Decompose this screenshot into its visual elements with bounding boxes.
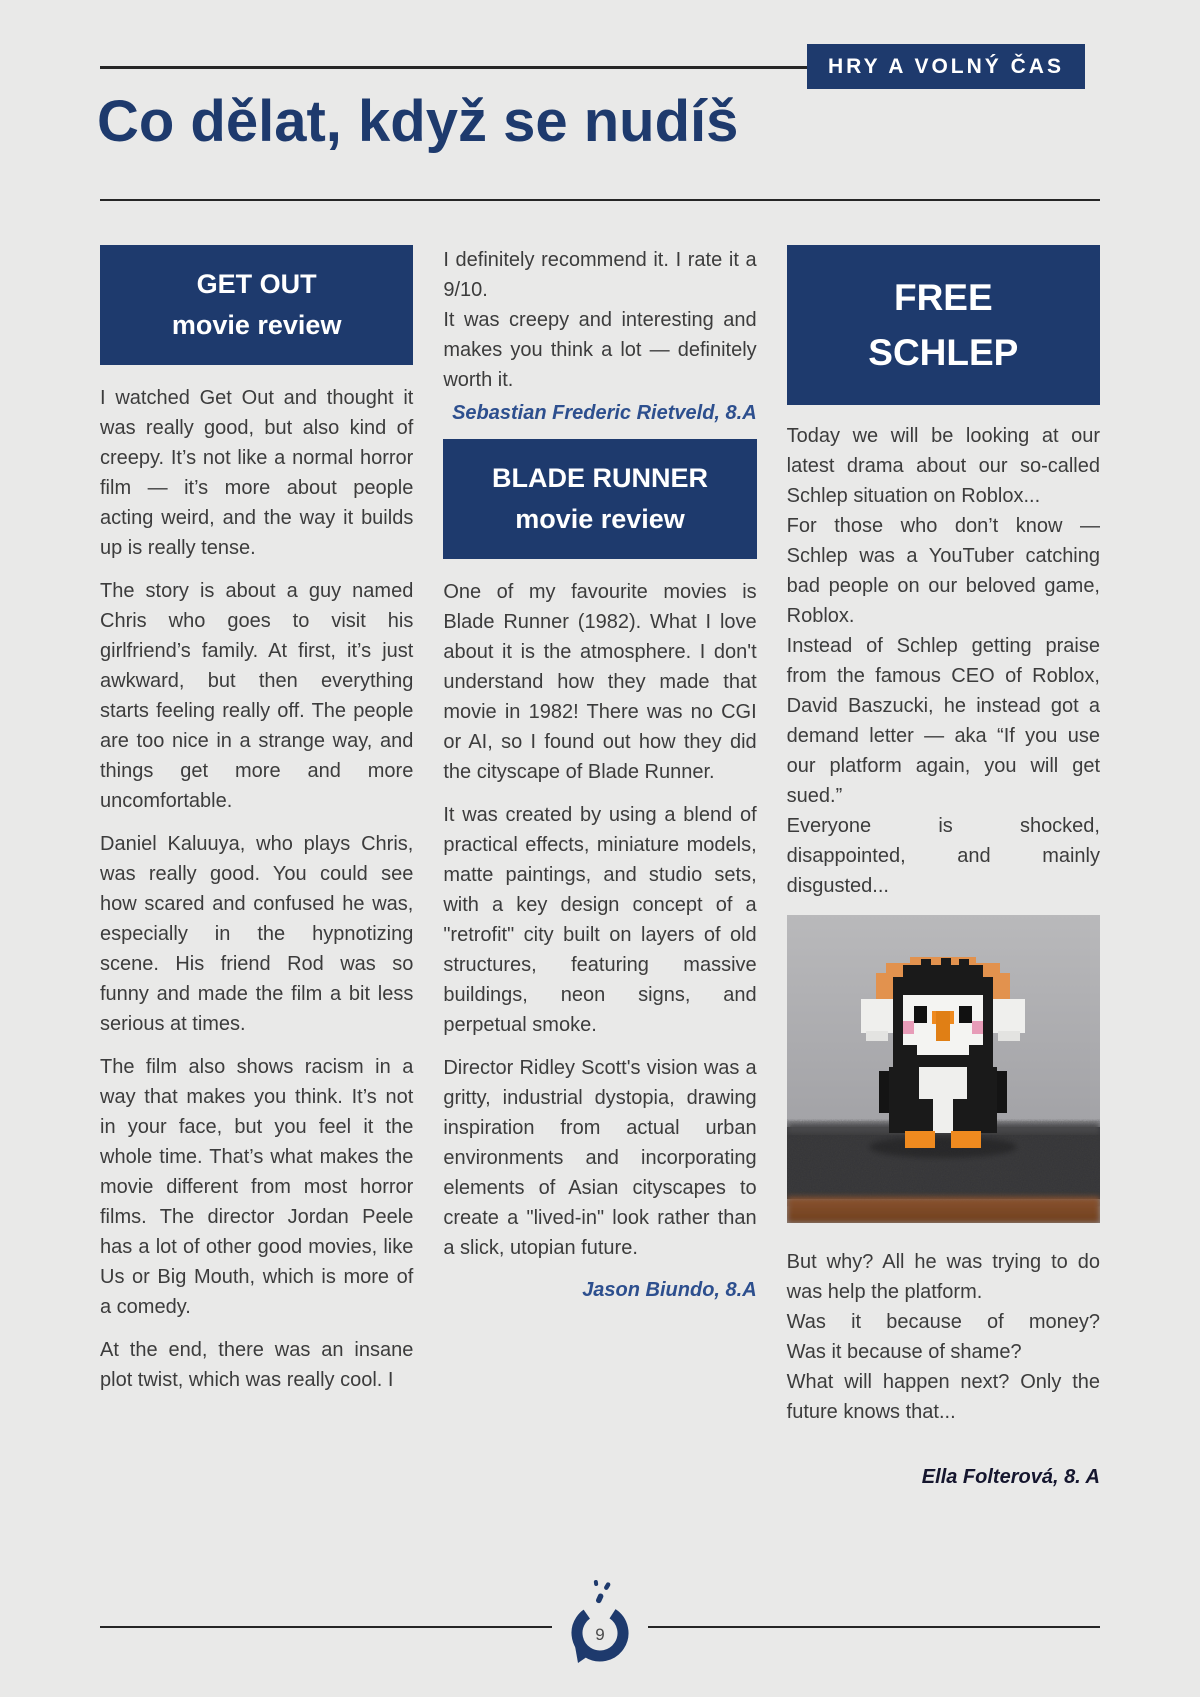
free-schlep-paragraph: What will happen next? Only the future knows that... [786, 1371, 1100, 1423]
lego-penguin-photo [787, 915, 1100, 1223]
footprints-circle-logo [557, 1580, 643, 1676]
three-column-content [100, 245, 1100, 1503]
free-schlep-paragraph: For those who don’t know — Schlep was a YouTuber catching bad people on our beloved game, Roblox. [786, 515, 1100, 627]
blade-runner-paragraph: It was created by using a blend of practical effects, miniature models, matte paintings, and studio sets, with a key design concept of a "retrofit" city built on layers of old structures, featuring massive buildings, neon signs, and perpetual smoke. [443, 804, 757, 1036]
get-out-header-box [100, 245, 413, 365]
get-out-continuation: I definitely recommend it. I rate it a 9/10. [443, 249, 757, 301]
free-schlep-paragraph: Was it because of shame? [786, 1341, 1022, 1363]
get-out-paragraph: The story is about a guy named Chris who goes to visit his girlfriend’s family. At first, it’s just awkward, but then everything starts feeling really off. The people are too nice in a strange way, and things get more and more uncomfortable. [100, 580, 414, 812]
footer-rule-left [100, 1626, 552, 1628]
free-schlep-signature: Ella Folterová, 8. A [921, 1466, 1100, 1488]
blade-runner-subtitle: movie review [515, 504, 685, 534]
get-out-paragraph: The film also shows racism in a way that makes you think. It’s not in your face, but you feel it the whole time. That’s what makes the movie different from most horror films. The director Jordan Peele has a lot of other good movies, like Us or Big Mouth, which is more of a comedy. [100, 1056, 414, 1318]
free-schlep-paragraph: But why? All he was trying to do was help the platform. [786, 1251, 1100, 1303]
page-title: Co dělat, když se nudíš [97, 89, 739, 154]
blade-runner-signature: Jason Biundo, 8.A [582, 1279, 757, 1301]
blade-runner-paragraph: Director Ridley Scott's vision was a gritty, industrial dystopia, drawing inspiration from actual urban environments and incorporating elements of Asian cityscapes to create a "lived-in" look rather than a slick, utopian future. [443, 1057, 757, 1259]
header-rule [100, 66, 807, 69]
lego-penguin-illustration [787, 915, 1100, 1223]
section-badge: HRY A VOLNÝ ČAS [807, 44, 1085, 89]
get-out-paragraph: Daniel Kaluuya, who plays Chris, was really good. You could see how scared and confused he was, especially in the hypnotizing scene. His friend Rod was so funny and made the film a bit less serious at times. [100, 833, 414, 1035]
get-out-title: GET OUT [196, 269, 317, 299]
get-out-paragraph: At the end, there was an insane plot twist, which was really cool. I [100, 1339, 414, 1391]
free-schlep-header-box [787, 245, 1100, 405]
free-schlep-title: FREE [893, 277, 993, 318]
get-out-paragraph: I watched Get Out and thought it was really good, but also kind of creepy. It’s not like a normal horror film — it’s more about people acting weird, and the way it builds up is really tense. [100, 387, 414, 559]
get-out-subtitle: movie review [171, 310, 342, 340]
column-free-schlep [787, 245, 1100, 1503]
blade-runner-header-box [443, 439, 756, 559]
blade-runner-title: BLADE RUNNER [491, 463, 708, 493]
title-underline-rule [100, 199, 1100, 201]
blade-runner-paragraph: One of my favourite movies is Blade Runner (1982). What I love about it is the atmosphere. I don't understand how they made that movie in 1982! There was no CGI or AI, so I found out how they did the cityscape of Blade Runner. [443, 581, 757, 783]
free-schlep-subtitle: SCHLEP [868, 332, 1019, 373]
get-out-signature: Sebastian Frederic Rietveld, 8.A [452, 402, 757, 424]
column-get-out [100, 245, 413, 1503]
get-out-continuation: It was creepy and interesting and makes you think a lot — definitely worth it. [443, 309, 757, 391]
free-schlep-paragraph: Was it because of money? [786, 1311, 1100, 1333]
page-number: 9 [595, 1625, 605, 1644]
free-schlep-paragraph: Everyone is shocked, disappointed, and mainly disgusted... [786, 815, 1100, 897]
footer-rule-right [648, 1626, 1100, 1628]
free-schlep-paragraph: Instead of Schlep getting praise from the famous CEO of Roblox, David Baszucki, he instead got a demand letter — aka “If you use our platform again, you will get sued.” [786, 635, 1100, 807]
free-schlep-paragraph: Today we will be looking at our latest drama about our so-called Schlep situation on Roblox... [786, 425, 1100, 507]
column-blade-runner [443, 245, 756, 1503]
